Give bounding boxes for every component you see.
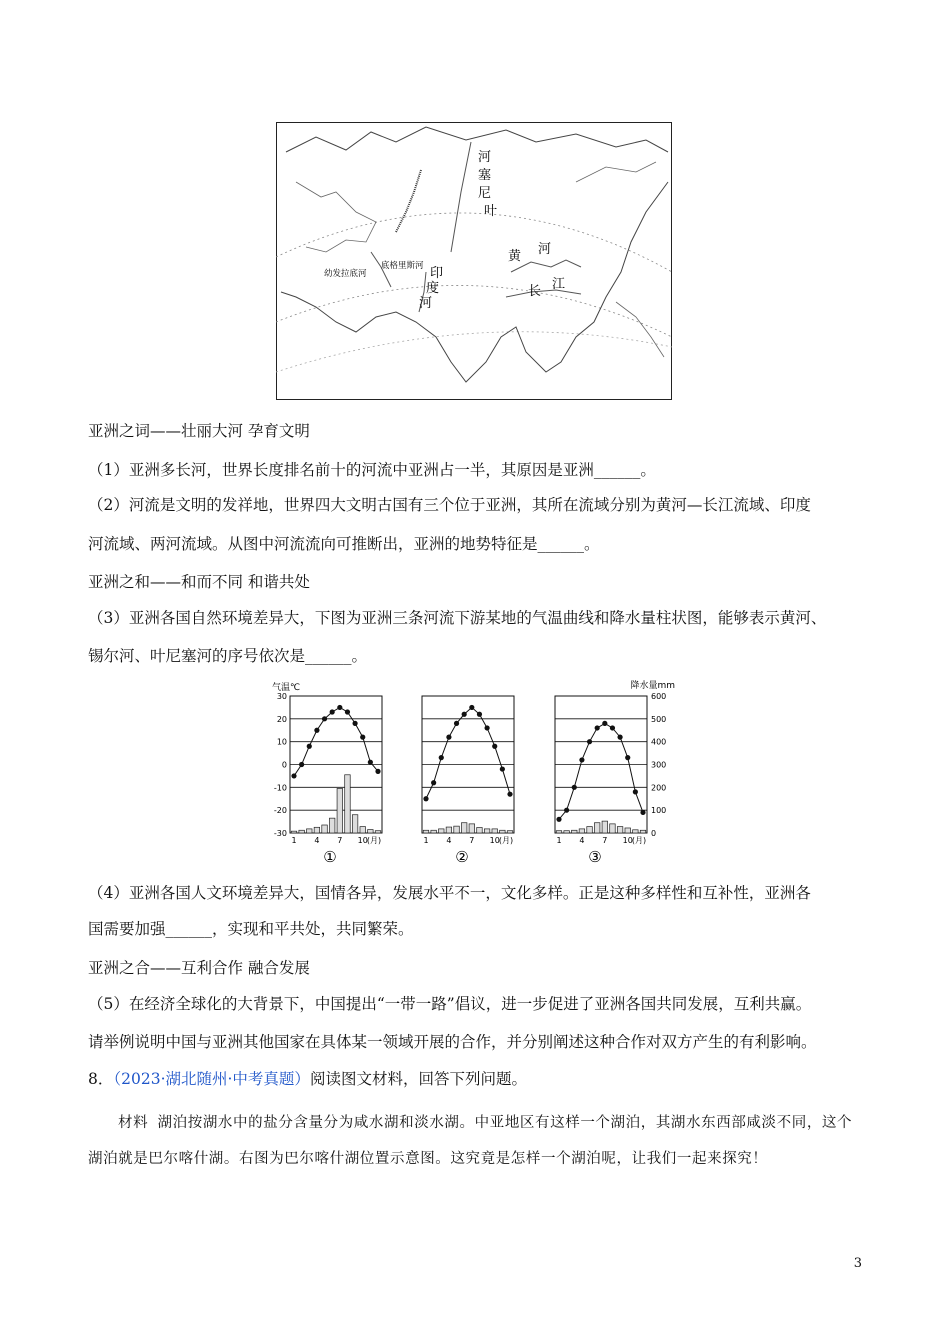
precipitation-bar — [423, 830, 429, 833]
temperature-point — [633, 789, 638, 794]
temperature-point — [446, 735, 451, 740]
precipitation-bar — [461, 823, 467, 833]
chart-label: ③ — [588, 848, 602, 866]
month-tick: 4 — [314, 836, 320, 845]
precipitation-bar — [594, 823, 600, 833]
question-source-link[interactable]: （2023·湖北随州·中考真题） — [113, 1070, 310, 1088]
temperature-point — [439, 755, 444, 760]
precipitation-bar — [556, 831, 562, 833]
section-title-2: 亚洲之和——和而不同 和谐共处 — [88, 573, 310, 591]
temperature-point — [375, 769, 380, 774]
precipitation-bar — [337, 788, 343, 833]
temperature-point — [337, 705, 342, 710]
month-tick: (月) — [366, 836, 382, 845]
label-indus-1: 印 — [430, 266, 444, 281]
question-3-line-2: 锡尔河、叶尼塞河的序号依次是______。 — [88, 647, 368, 665]
temperature-point — [462, 712, 467, 717]
question-number: 8． — [88, 1070, 114, 1088]
temperature-point — [492, 744, 497, 749]
precipitation-axis-title: 降水量mm — [630, 681, 675, 691]
label-changjiang-1: 长 — [528, 284, 542, 299]
temperature-point — [469, 705, 474, 710]
label-euphrates: 幼发拉底河 — [324, 269, 367, 279]
chart-label: ② — [455, 848, 469, 866]
temperature-point — [314, 728, 319, 733]
precipitation-tick: 0 — [651, 829, 657, 838]
temperature-point — [602, 721, 607, 726]
temperature-point — [431, 780, 436, 785]
precipitation-tick: 600 — [651, 692, 667, 701]
temperature-tick: -10 — [273, 783, 287, 793]
temperature-point — [322, 716, 327, 721]
precipitation-bar — [625, 828, 631, 833]
label-yenisei-2: 塞 — [478, 168, 492, 183]
label-yenisei-3: 尼 — [478, 186, 492, 201]
question-1: （1）亚洲多长河，世界长度排名前十的河流中亚洲占一半，其原因是亚洲______。 — [88, 461, 656, 479]
precipitation-bar — [439, 829, 445, 833]
precipitation-bar — [484, 829, 490, 833]
temperature-point — [484, 725, 489, 730]
precipitation-bar — [314, 827, 320, 833]
temperature-point — [579, 757, 584, 762]
temperature-point — [556, 817, 561, 822]
temperature-point — [572, 785, 577, 790]
question-8-prompt: 阅读图文材料，回答下列问题。 — [309, 1070, 527, 1088]
temperature-point — [610, 725, 615, 730]
precipitation-bar — [610, 824, 616, 833]
label-huanghe-1: 黄 — [508, 249, 522, 264]
precipitation-bar — [345, 775, 351, 833]
temperature-tick: 20 — [276, 714, 287, 724]
temperature-point — [507, 792, 512, 797]
temperature-point — [299, 762, 304, 767]
label-indus-2: 度 — [426, 281, 440, 296]
section-title-1: 亚洲之词——壮丽大河 孕育文明 — [88, 422, 310, 440]
temperature-point — [617, 735, 622, 740]
question-3-line-1: （3）亚洲各国自然环境差异大，下图为亚洲三条河流下游某地的气温曲线和降水量柱状图，能够表示黄河、 — [88, 609, 827, 627]
precipitation-bar — [492, 829, 498, 833]
temperature-point — [477, 712, 482, 717]
precipitation-bar — [446, 827, 452, 833]
label-indus-3: 河 — [419, 296, 433, 311]
temperature-point — [595, 725, 600, 730]
asia-river-map — [276, 122, 672, 400]
temperature-tick: -30 — [273, 829, 287, 838]
question-4-line-2: 国需要加强______，实现和平共处，共同繁荣。 — [88, 920, 414, 938]
temperature-point — [640, 810, 645, 815]
month-tick: 4 — [446, 836, 452, 845]
precipitation-bar — [431, 830, 437, 833]
chart-label: ① — [323, 848, 337, 866]
precipitation-bar — [368, 830, 374, 833]
label-yenisei-4: 叶 — [484, 204, 498, 219]
temperature-point — [587, 739, 592, 744]
precipitation-bar — [640, 830, 646, 833]
month-tick: 10 — [622, 836, 633, 845]
month-tick: 1 — [423, 836, 429, 845]
temperature-point — [625, 755, 630, 760]
precipitation-bar — [617, 827, 623, 833]
precipitation-tick: 200 — [651, 783, 667, 793]
month-tick: 7 — [602, 836, 608, 845]
temperature-point — [454, 721, 459, 726]
precipitation-bar — [564, 831, 570, 833]
temperature-point — [307, 744, 312, 749]
precipitation-bar — [322, 825, 328, 833]
label-changjiang-2: 江 — [552, 277, 566, 292]
temperature-point — [423, 796, 428, 801]
temperature-tick: 0 — [281, 760, 287, 770]
precipitation-bar — [477, 828, 483, 833]
precipitation-bar — [587, 827, 593, 833]
question-5-line-1: （5）在经济全球化的大背景下，中国提出“一带一路”倡议，进一步促进了亚洲各国共同发展，互利共赢。 — [88, 995, 812, 1013]
temperature-point — [352, 721, 357, 726]
temperature-point — [330, 709, 335, 714]
precipitation-tick: 500 — [651, 714, 667, 724]
month-tick: 1 — [556, 836, 562, 845]
precipitation-bar — [291, 831, 297, 833]
precipitation-bar — [507, 831, 513, 833]
page-number: 3 — [853, 1256, 862, 1271]
precipitation-bar — [602, 821, 608, 833]
question-2-line-2: 河流域、两河流域。从图中河流流向可推断出，亚洲的地势特征是______。 — [88, 535, 600, 553]
temperature-point — [291, 773, 296, 778]
precipitation-bar — [500, 830, 506, 833]
precipitation-bar — [360, 827, 366, 833]
precipitation-bar — [352, 815, 358, 833]
precipitation-bar — [329, 818, 335, 833]
temperature-point — [564, 808, 569, 813]
month-tick: 10 — [489, 836, 500, 845]
question-4-line-1: （4）亚洲各国人文环境差异大，国情各异，发展水平不一，文化多样。正是这种多样性和互补性，亚洲各 — [88, 884, 811, 902]
temperature-tick: 30 — [276, 692, 287, 701]
precipitation-bar — [299, 830, 305, 833]
precipitation-tick: 400 — [651, 737, 667, 747]
question-2-line-1: （2）河流是文明的发祥地，世界四大文明古国有三个位于亚洲，其所在流域分别为黄河—长江流域、印度 — [88, 496, 811, 514]
temperature-tick: 10 — [276, 737, 287, 747]
month-tick: 10 — [357, 836, 368, 845]
climate-charts — [268, 676, 688, 868]
precipitation-bar — [572, 830, 578, 833]
precipitation-tick: 300 — [651, 760, 667, 770]
temperature-point — [360, 735, 365, 740]
precipitation-bar — [579, 829, 585, 833]
temperature-axis-title: 气温℃ — [272, 683, 301, 693]
label-tigris: 底格里斯河 — [381, 261, 424, 271]
label-yenisei-1: 河 — [478, 150, 492, 165]
label-huanghe-2: 河 — [538, 242, 552, 257]
precipitation-bar — [454, 826, 460, 833]
temperature-point — [345, 709, 350, 714]
temperature-point — [500, 766, 505, 771]
temperature-point — [368, 760, 373, 765]
question-5-line-2: 请举例说明中国与亚洲其他国家在具体某一领域开展的合作，并分别阐述这种合作对双方产生的有利影响。 — [88, 1033, 817, 1051]
month-tick: 7 — [337, 836, 343, 845]
month-tick: (月) — [498, 836, 514, 845]
precipitation-bar — [469, 824, 475, 833]
temperature-tick: -20 — [273, 806, 287, 816]
month-tick: 4 — [579, 836, 585, 845]
precipitation-bar — [633, 830, 639, 833]
section-title-3: 亚洲之合——互利合作 融合发展 — [88, 959, 310, 977]
precipitation-bar — [307, 829, 313, 833]
precipitation-bar — [375, 831, 381, 833]
material-paragraph: 材料 湖泊按湖水中的盐分含量分为咸水湖和淡水湖。中亚地区有这样一个湖泊，其湖水东西部咸淡不同，这个湖泊就是巴尔喀什湖。右图为巴尔喀什湖位置示意图。这究竟是怎样一个湖泊呢，让我们一起来探究！ — [88, 1115, 853, 1167]
month-tick: (月) — [631, 836, 647, 845]
precipitation-tick: 100 — [651, 806, 667, 816]
question-8-header — [88, 1068, 870, 1090]
month-tick: 1 — [291, 836, 297, 845]
month-tick: 7 — [469, 836, 475, 845]
